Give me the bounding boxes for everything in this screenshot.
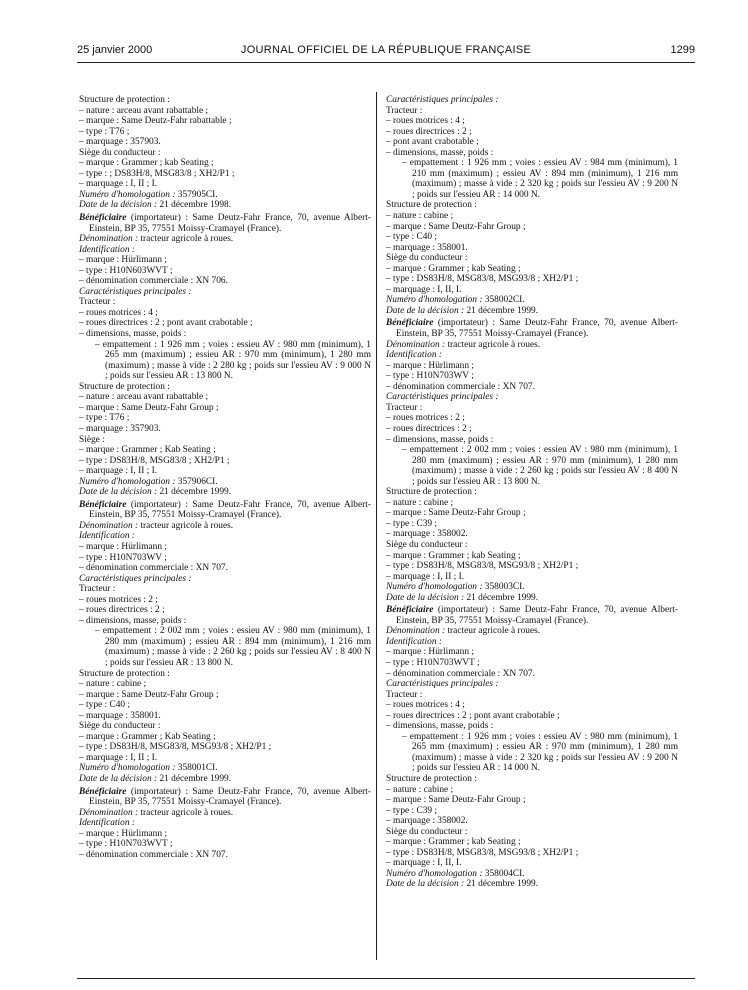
list-item: – nature : cabine ; [386,784,454,795]
list-item: – marque : Same Deutz-Fahr Group ; [386,508,526,519]
list-item: – type : ; DS83H/8, MSG83/8 ; XH2/P1 ; [79,168,235,179]
list-item: – nature : cabine ; [79,679,147,690]
list-item: – type : C40 ; [79,700,131,711]
list-item: – marquage : I, II, I. [386,284,462,295]
tractor-label: Tracteur : [386,689,423,700]
homologation-number: Numéro d'homologation : 357906CI. [79,476,218,487]
list-item: – marque : Same Deutz-Fahr rabattable ; [79,116,232,127]
seat-heading: Siège du conducteur : [386,253,468,264]
list-item: – type : DS83H/8, MSG83/8, MSG93/8 ; XH2/P1 ; [386,847,579,858]
identification-heading: Identification : [386,636,442,647]
beneficiary: Bénéficiaire (importateur) : Same Deutz-Fahr France, 70, avenue Albert-Einstein, BP 35, 77551 Moissy-Cramayel (France). [386,318,678,340]
list-item: – dimensions, masse, poids : [386,434,494,445]
list-item: – marque : Grammer ; kab Seating ; [386,263,521,274]
denomination: Dénomination : tracteur agricole à roues. [386,626,541,637]
homologation-number: Numéro d'homologation : 358004CI. [386,868,525,879]
protection-heading: Structure de protection : [386,774,477,784]
list-item: – roues directrices : 2 ; pont avant crabotable ; [79,318,253,329]
column-divider [376,92,377,960]
list-item: – marquage : I, II ; I. [79,466,158,477]
list-item: – dénomination commerciale : XN 706. [79,276,228,287]
list-item: – nature : cabine ; [386,497,454,508]
identification-heading: Identification : [79,531,135,542]
list-item: – marquage : I, II ; I. [386,571,465,582]
characteristics-heading: Caractéristiques principales : [79,286,192,297]
list-item: – marque : Grammer ; Kab Seating ; [79,731,216,742]
list-item: – roues motrices : 2 ; [79,594,158,605]
list-item: – marque : Same Deutz-Fahr Group ; [386,795,526,806]
homologation-number: Numéro d'homologation : 358001CI. [79,763,218,774]
seat-heading: Siège du conducteur : [79,147,161,158]
list-item: – marquage : I, II, I. [386,858,462,869]
list-item: – marque : Grammer ; kab Seating ; [386,550,521,561]
list-item: – marque : Hürlimann ; [79,255,168,266]
tractor-label: Tracteur : [79,584,116,595]
list-item: – type : H10N703WVT ; [386,657,480,668]
list-item: – marque : Grammer ; kab Seating ; [79,158,214,169]
list-item: – marque : Hürlimann ; [386,647,475,658]
denomination: Dénomination : tracteur agricole à roues. [386,339,541,350]
list-item: – roues directrices : 2 ; pont avant crabotable ; [386,710,560,721]
beneficiary: Bénéficiaire (importateur) : Same Deutz-Fahr France, 70, avenue Albert-Einstein, BP 35, 77551 Moissy-Cramayel (France). [79,213,371,234]
list-item: – marque : Grammer ; Kab Seating ; [79,445,216,456]
tractor-label: Tracteur : [386,402,423,413]
list-item: – marquage : 358002. [386,816,468,827]
denomination: Dénomination : tracteur agricole à roues. [79,234,234,245]
denomination: Dénomination : tracteur agricole à roues. [79,520,234,531]
dimensions-detail: – empattement : 1 926 mm ; voies : essieu AV : 984 mm (minimum), 1 210 mm (maximum) ; essieu AV : 894 mm (minimum), 1 216 mm (maximum) ; masse à vide : 2 320 kg ; poids sur l'essieu AV : 9 200 N ; poids sur l'essieu AR : 14 000 N. [402,158,678,200]
list-item: – dénomination commerciale : XN 707. [79,563,228,574]
homologation-number: Numéro d'homologation : 357905CI. [79,189,218,200]
protection-heading: Structure de protection : [79,668,170,679]
list-item: – marque : Grammer ; kab Seating ; [386,837,521,848]
decision-date: Date de la décision : 21 décembre 1999. [386,879,539,890]
list-item: – marque : Hürlimann ; [79,541,168,552]
list-item: – type : H10N703WVT ; [79,839,173,850]
list-item: – type : DS83H/8, MSG83/8, MSG93/8 ; XH2/P1 ; [386,561,579,572]
seat-heading: Siège du conducteur : [386,539,468,550]
list-item: – roues motrices : 4 ; [386,116,465,127]
left-column [79,95,371,860]
list-item: – marque : Same Deutz-Fahr Group ; [79,689,219,700]
homologation-number: Numéro d'homologation : 358002CI. [386,295,525,306]
list-item: – roues directrices : 2 ; [386,423,472,434]
list-item: – type : C39 ; [386,805,438,816]
list-item: – type : H10N703WV ; [386,371,474,382]
list-item: – pont avant crabotable ; [386,137,479,148]
decision-date: Date de la décision : 21 décembre 1999. [386,592,539,603]
characteristics-heading: Caractéristiques principales : [386,392,499,403]
list-item: – dimensions, masse, poids : [386,721,494,732]
list-item: – marquage : I, II ; I. [79,179,158,190]
protection-heading: Structure de protection : [79,381,170,392]
header-rule [77,62,695,63]
issue-date: 25 janvier 2000 [77,44,153,56]
list-item: – dénomination commerciale : XN 707. [386,668,535,679]
dimensions-detail: – empattement : 2 002 mm ; voies : essieu AV : 980 mm (minimum), 1 280 mm (maximum) ; essieu AR : 894 mm (minimum), 1 216 mm (maximum) ; masse à vide : 2 260 kg ; poids sur l'essieu AV : 8 400 N ; poids sur l'essieu AR : 13 800 N. [95,626,371,668]
characteristics-heading: Caractéristiques principales : [386,679,499,690]
homologation-number: Numéro d'homologation : 358003CI. [386,582,525,593]
list-item: – type : DS83H/8, MSG83/8, MSG93/8 ; XH2/P1 ; [79,742,272,753]
list-item: – dimensions, masse, poids : [79,615,187,626]
list-item: – type : H10N603WVT ; [79,265,173,276]
list-item: – marquage : 358001. [386,242,468,253]
dimensions-detail: – empattement : 1 926 mm ; voies : essieu AV : 980 mm (minimum), 1 265 mm (maximum) ; essieu AR : 970 mm (minimum), 1 280 mm (maximum) ; masse à vide : 2 320 kg ; poids sur l'essieu AV : 9 200 N ; poids sur l'essieu AR : 14 000 N. [402,731,678,774]
protection-heading: Structure de protection : [386,200,477,211]
page-number: 1299 [670,44,695,56]
decision-date: Date de la décision : 21 décembre 1999. [79,774,232,784]
characteristics-heading: Caractéristiques principales : [79,573,192,584]
list-item: – roues directrices : 2 ; [79,605,165,616]
list-item: – marquage : 358001. [79,710,161,721]
dimensions-detail: – empattement : 2 002 mm ; voies : essieu AV : 980 mm (minimum), 1 280 mm (maximum) ; essieu AR : 970 mm (minimum), 1 280 mm (maximum) ; masse à vide : 2 260 kg ; poids sur l'essieu AV : 8 400 N ; poids sur l'essieu AR : 13 800 N. [402,445,678,487]
list-item: – nature : arceau avant rabattable ; [79,105,209,116]
list-item: – type : DS83H/8, MSG83/8 ; XH2/P1 ; [79,455,230,466]
tractor-label: Tracteur : [386,105,423,116]
list-item: – marque : Hürlimann ; [79,828,168,839]
list-item: – type : T76 ; [79,413,130,424]
page-header [77,44,695,60]
list-item: – type : DS83H/8, MSG83/8, MSG93/8 ; XH2/P1 ; [386,274,579,285]
denomination: Dénomination : tracteur agricole à roues. [79,807,234,818]
beneficiary: Bénéficiaire (importateur) : Same Deutz-Fahr France, 70, avenue Albert-Einstein, BP 35, 77551 Moissy-Cramayel (France). [79,499,371,521]
list-item: – type : C40 ; [386,232,438,243]
beneficiary: Bénéficiaire (importateur) : Same Deutz-Fahr France, 70, avenue Albert-Einstein, BP 35, 77551 Moissy-Cramayel (France). [79,786,371,808]
seat-heading: Siège du conducteur : [386,826,468,837]
list-item: – type : H10N703WV ; [79,552,167,563]
dimensions-detail: – empattement : 1 926 mm ; voies : essieu AV : 980 mm (minimum), 1 265 mm (maximum) ; essieu AR : 970 mm (minimum), 1 280 mm (maximum) ; masse à vide : 2 280 kg ; poids sur l'essieu AV : 9 000 N ; poids sur l'essieu AR : 13 800 N. [95,339,371,382]
decision-date: Date de la décision : 21 décembre 1998. [79,200,232,211]
list-item: – marquage : I, II ; I. [79,752,158,763]
list-item: – dénomination commerciale : XN 707. [79,849,228,860]
right-column [386,95,678,890]
journal-title: JOURNAL OFFICIEL DE LA RÉPUBLIQUE FRANÇAISE [240,44,532,56]
list-item: – nature : arceau avant rabattable ; [79,392,209,403]
list-item: – marquage : 357903. [79,423,161,434]
identification-heading: Identification : [79,244,135,255]
identification-heading: Identification : [79,818,135,829]
characteristics-heading: Caractéristiques principales : [386,95,499,105]
footer-rule [77,978,695,979]
list-item: – roues motrices : 2 ; [386,413,465,424]
list-item: – roues motrices : 4 ; [386,700,465,711]
list-item: – roues directrices : 2 ; [386,126,472,137]
list-item: – dénomination commerciale : XN 707. [386,381,535,392]
identification-heading: Identification : [386,350,442,361]
seat-heading: Siège du conducteur : [79,721,161,732]
list-item: – roues motrices : 4 ; [79,307,158,318]
list-item: – marque : Same Deutz-Fahr Group ; [79,402,219,413]
list-item: – marquage : 358002. [386,529,468,540]
tractor-label: Tracteur : [79,297,116,308]
decision-date: Date de la décision : 21 décembre 1999. [79,487,232,498]
protection-heading: Structure de protection : [79,95,170,105]
list-item: – marque : Hürlimann ; [386,360,475,371]
list-item: – dimensions, masse, poids : [79,329,187,340]
list-item: – marquage : 357903. [79,137,161,148]
seat-heading: Siège : [79,434,105,445]
list-item: – marque : Same Deutz-Fahr Group ; [386,221,526,232]
decision-date: Date de la décision : 21 décembre 1999. [386,305,539,316]
list-item: – type : C39 ; [386,518,438,529]
list-item: – dimensions, masse, poids : [386,147,494,158]
protection-heading: Structure de protection : [386,487,477,498]
list-item: – nature : cabine ; [386,211,454,222]
beneficiary: Bénéficiaire (importateur) : Same Deutz-Fahr France, 70, avenue Albert-Einstein, BP 35, 77551 Moissy-Cramayel (France). [386,605,678,626]
list-item: – type : T76 ; [79,126,130,137]
